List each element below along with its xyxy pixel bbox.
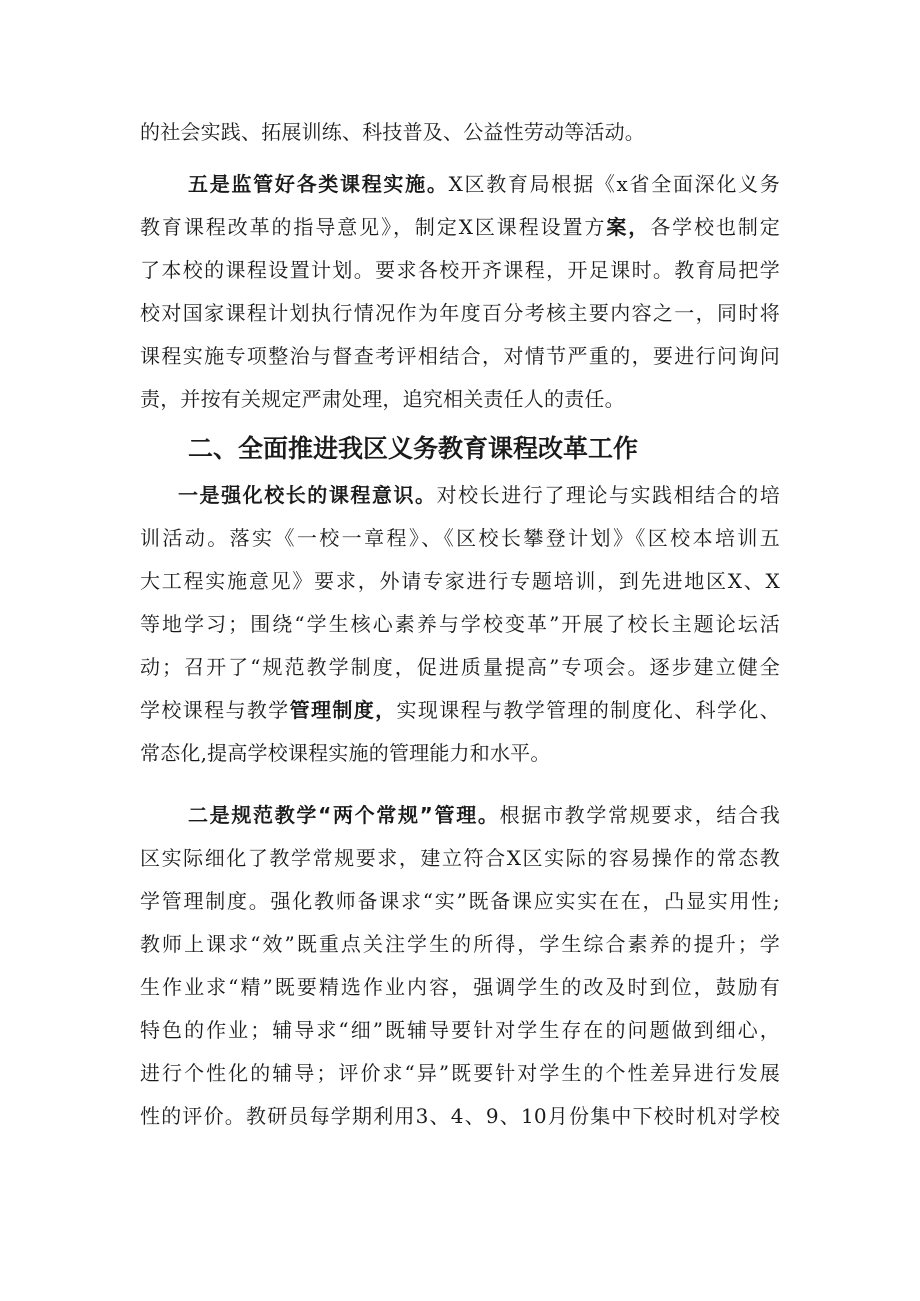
item2-line-4: 教师上课求“效”既重点关注学生的所得，学生综合素养的提升；学 — [140, 932, 780, 956]
item1-line-3: 大工程实施意见》要求，外请专家进行专题培训，到先进地区X、X — [140, 569, 780, 593]
item2-line-5: 生作业求“精”既要精选作业内容，强调学生的改及时到位，鼓励有 — [140, 975, 780, 999]
item5-line-6: 责，并按有关规定严肃处理，追究相关责任人的责任。 — [140, 387, 625, 411]
item5-text-2b: 案， — [606, 215, 651, 239]
item5-line-2 — [140, 213, 780, 241]
item2-lead: 二是规范教学“两个常规”管理。 — [188, 803, 500, 827]
item5-text-2c: 各学校也制定 — [650, 215, 781, 239]
item1-line-7: 常态化,提高学校课程实施的管理能力和水平。 — [140, 741, 551, 765]
item5-line-5: 课程实施专项整治与督查考评相结合，对情节严重的，要进行问询问 — [140, 344, 780, 368]
item2-line-2: 区实际细化了教学常规要求，建立符合X区实际的容易操作的常态教 — [140, 846, 780, 870]
item1-line-2: 训活动。落实《一校一章程》、《区校长攀登计划》《区校本培训五 — [140, 526, 780, 550]
item1-lead: 一是强化校长的课程意识。 — [178, 483, 437, 507]
item1-line-5: 动；召开了“规范教学制度，促进质量提高”专项会。逐步建立健全 — [140, 655, 780, 679]
item1-text-6b: 管理制度， — [289, 698, 397, 722]
item1-text-6c: 实现课程与教学管理的制度化、科学化、 — [396, 698, 780, 722]
item2-line-1 — [188, 801, 780, 829]
item2-line-6: 特色的作业；辅导求“细”既辅导要针对学生存在的问题做到细心， — [140, 1018, 780, 1042]
item1-line-1 — [178, 481, 780, 509]
item2-text-1: 根据市教学常规要求，结合我 — [499, 803, 780, 827]
item1-text-1: 对校长进行了理论与实践相结合的培 — [436, 483, 780, 507]
item5-text-1: X区教育局根据《x省全面深化义务 — [448, 172, 781, 196]
item2-line-7: 进行个性化的辅导；评价求“异”既要针对学生的个性差异进行发展 — [140, 1061, 780, 1085]
item5-line-1 — [188, 170, 780, 198]
item2-line-3: 学管理制度。强化教师备课求“实”既备课应实实在在，凸显实用性; — [140, 889, 780, 913]
item5-line-4: 校对国家课程计划执行情况作为年度百分考核主要内容之一，同时将 — [140, 301, 780, 325]
item5-line-3: 了本校的课程设置计划。要求各校开齐课程，开足课时。教育局把学 — [140, 258, 780, 282]
item2-line-8: 性的评价。教研员每学期利用3、4、9、10月份集中下校时机对学校 — [140, 1104, 780, 1128]
item1-text-6a: 学校课程与教学 — [140, 698, 290, 722]
section-2-heading: 二、全面推进我区义务教育课程改革工作 — [188, 434, 639, 463]
item1-line-6 — [140, 696, 780, 724]
item5-lead: 五是监管好各类课程实施。 — [188, 172, 449, 196]
item1-line-4: 等地学习；围绕“学生核心素养与学校变革”开展了校长主题论坛活 — [140, 612, 780, 636]
item5-text-2a: 教育课程改革的指导意见》，制定X区课程设置方 — [140, 215, 607, 239]
intro-line: 的社会实践、拓展训练、科技普及、公益性劳动等活动。 — [140, 120, 645, 144]
